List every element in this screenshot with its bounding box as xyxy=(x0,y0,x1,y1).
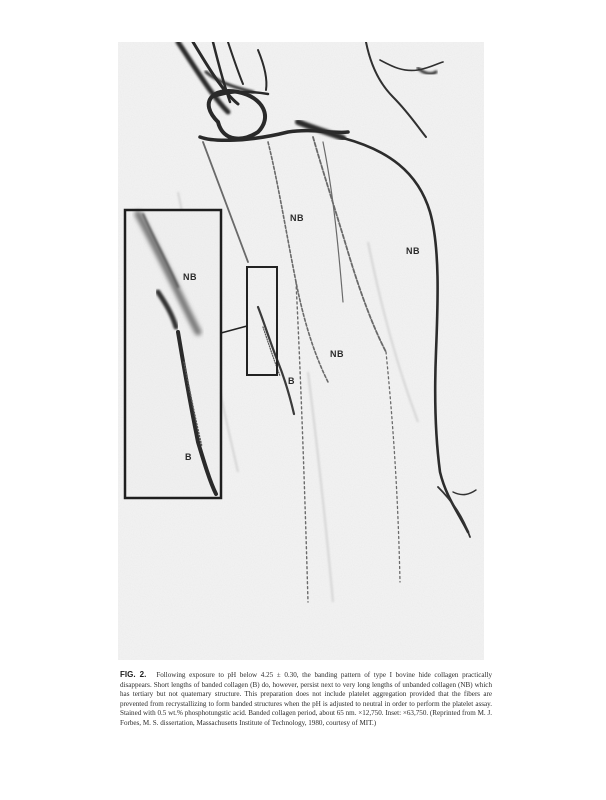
label-b-main: B xyxy=(288,376,295,386)
electron-micrograph xyxy=(118,42,484,660)
label-nb-lower: NB xyxy=(330,349,344,359)
figure-caption xyxy=(120,670,492,729)
caption-text: Following exposure to pH below 4.25 ± 0.30, the banding pattern of type I bovine hide collagen practically disappears. Short lengths of banded collagen (B) do, however, persist next to very long lengths of unbanded collagen (NB) which has tertiary but not quaternary structure. This preparation does not include platelet aggregation provided that the fibers are prevented from recrystallizing to form banded structures when the pH is adjusted to neutral in order to perform the platelet assay. Stained with 0.5 wt.% phosphotungstic acid. Banded collagen period, about 65 nm. ×12,750. Inset: ×63,750. (Reprinted from M. J. Forbes, M. S. dissertation, Massachusetts Institute of Technology, 1980, courtesy of MIT.) xyxy=(120,671,493,727)
label-inset-nb: NB xyxy=(183,272,197,282)
label-nb-center: NB xyxy=(290,213,304,223)
inset-panel xyxy=(125,210,221,498)
label-inset-b: B xyxy=(185,452,192,462)
figure-label: FIG. 2. xyxy=(120,670,147,679)
label-nb-right: NB xyxy=(406,246,420,256)
